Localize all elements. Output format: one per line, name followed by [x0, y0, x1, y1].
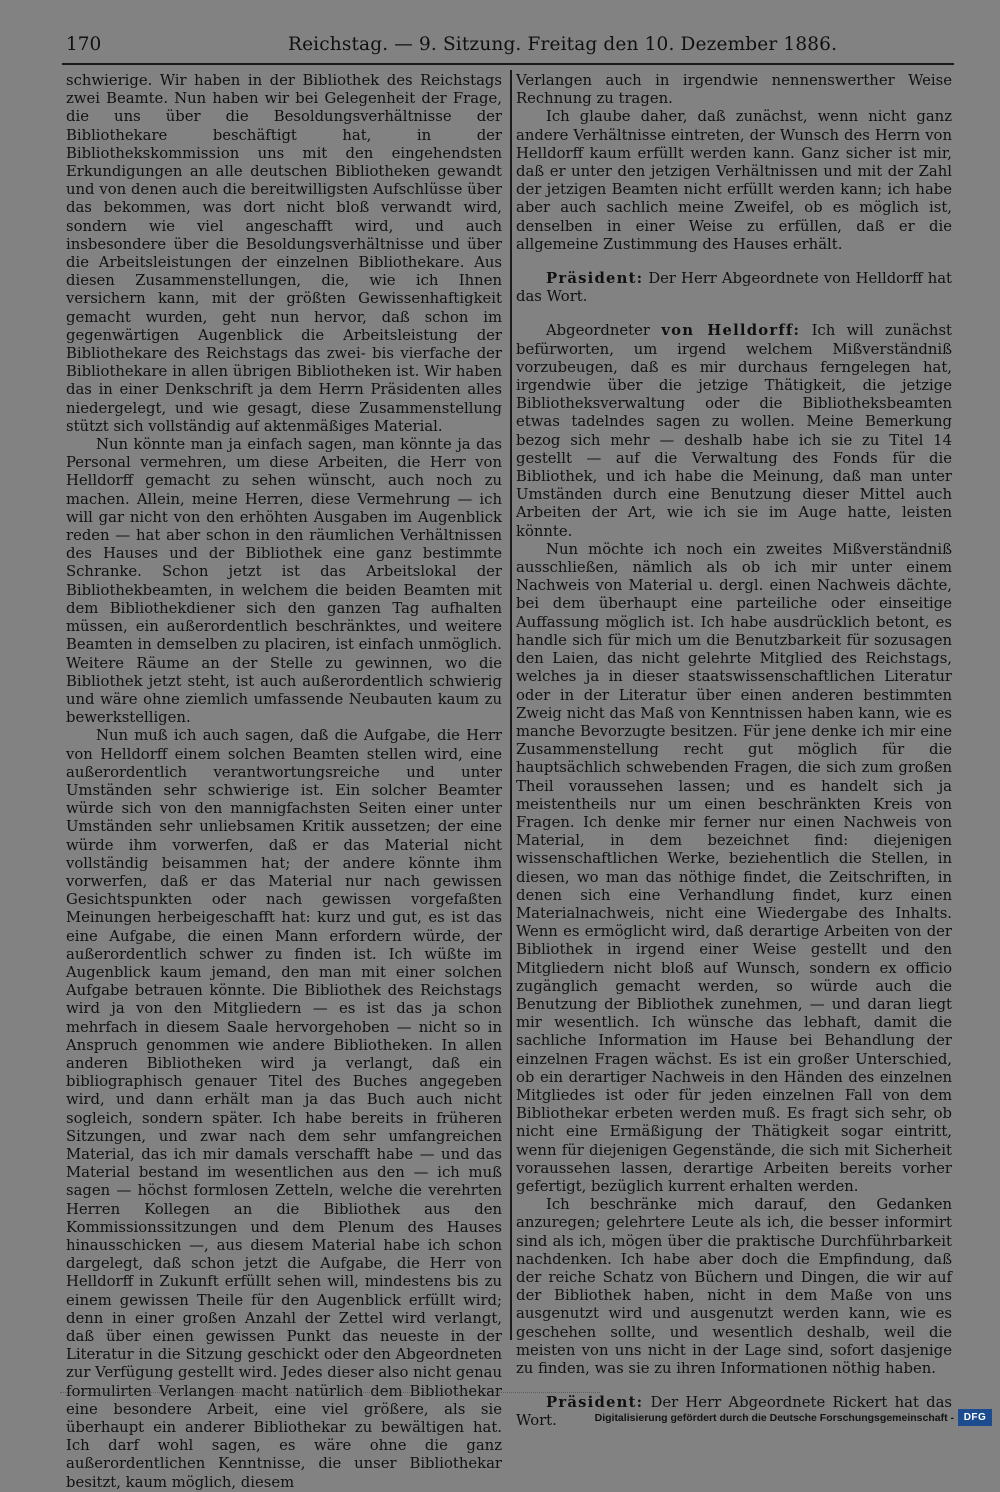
funding-notice: Digitalisierung gefördert durch die Deutsche Forschungsgemeinschaft -	[594, 1412, 954, 1424]
paragraph: Nun könnte man ja einfach sagen, man könnte ja das Personal vermehren, um diese Arbeiten, die Herr von Helldorff gemacht zu sehen wünscht, auch noch zu machen. Allein, meine Herren, diese Vermehrung — ich will gar nicht von den erhöhten Ausgaben im Augenblick reden — hat aber schon in den räumlichen Verhältnissen des Hauses und der Bibliothek eine ganz bestimmte Schranke. Schon jetzt ist das Arbeitslokal der Bibliothekbeamten, in welchem die beiden Beamten mit dem Bibliothekdiener sich den ganzen Tag aufhalten müssen, ein außerordentlich beschränktes, und weitere Beamten in demselben zu placiren, ist einfach unmöglich. Weitere Räume an der Stelle zu gewinnen, wo die Bibliothek jetzt steht, ist auch außerordentlich schwierig und wäre ohne ziemlich umfassende Neubauten kaum zu bewerkstelligen.	[66, 436, 502, 727]
header-rule	[62, 63, 954, 65]
speaker-paragraph	[516, 270, 952, 306]
paragraph: Ich glaube daher, daß zunächst, wenn nicht ganz andere Verhältnisse eintreten, der Wunsch des Herrn von Helldorff kaum erfüllt werden kann. Ganz sicher ist mir, daß er unter den jetzigen Verhältnissen und mit der Zahl der jetzigen Beamten nicht erfüllt werden kann; ich habe aber auch sachlich meine Zweifel, ob es möglich ist, denselben in einer Weise zu erfüllen, daß er die allgemeine Zustimmung des Hauses erhält.	[516, 108, 952, 253]
speech-text: Der Herr Abgeordnete Rickert hat das Wort.	[516, 1394, 952, 1430]
left-column	[66, 72, 502, 1492]
speech-text: Ich will zunächst befürworten, um irgend welchem Mißverständniß vorzubeugen, daß es mir durchaus ferngelegen hat, irgendwie über die jetzige Thätigkeit, die jetzige Bibliotheksverwaltung oder die Bibliotheksbeamten etwas tadelndes sagen zu wollen. Meine Bemerkung bezog sich mehr — deshalb habe ich sie zu Titel 14 gestellt — auf die Verwaltung des Fonds für die Bibliothek, und ich habe die Meinung, daß man unter Umständen durch eine Benutzung dieser Mittel auch Arbeiten der Art, wie ich sie im Auge hatte, leisten könnte.	[516, 322, 953, 540]
paragraph: Verlangen auch in irgendwie nennenswerther Weise Rechnung zu tragen.	[516, 72, 952, 108]
speaker-title: Abgeordneter	[546, 322, 662, 340]
paragraph: schwierige. Wir haben in der Bibliothek des Reichstags zwei Beamte. Nun haben wir bei Gelegenheit der Frage, die uns über die Besoldungsverhältnisse der Bibliothekare beschäftigt hat, in der Bibliothekskommission uns mit den eingehendsten Erkundigungen an alle deutschen Bibliotheken gewandt und von denen auch die bereitwilligsten Aufschlüsse über das bekommen, was dort nicht bloß verwandt wird, sondern wie viel angeschafft wird, und auch insbesondere über die Besoldungsverhältnisse und über die Arbeitsleistungen der einzelnen Bibliothekare. Aus diesen Zusammenstellungen, die, wie ich Ihnen versichern kann, mit der größten Gewissenhaftigkeit gemacht wurden, geht nun hervor, daß schon im gegenwärtigen Augenblick die Arbeitsleistung der Bibliothekare des Reichstags das zwei- bis vierfache der Bibliothekare in allen übrigen Bibliotheken ist. Wir haben das in einer Denkschrift ja dem Herrn Präsidenten alles niedergelegt, und wie gesagt, diese Zusammenstellung stützt sich vollständig auf aktenmäßiges Material.	[66, 72, 502, 435]
dfg-logo: DFG	[958, 1409, 992, 1426]
right-column	[516, 72, 952, 1431]
scan-artifact-line	[60, 1392, 600, 1394]
speaker-name: von Helldorff:	[661, 322, 801, 340]
paragraph: Nun muß ich auch sagen, daß die Aufgabe, die Herr von Helldorff einem solchen Beamten stellen wird, eine außerordentlich verantwortungsreiche und unter Umständen sehr schwierige ist. Ein solcher Beamter würde sich von den mannigfachsten Seiten einer unter Umständen sehr unliebsamen Kritik aussetzen; der eine würde ihm vorwerfen, daß er das Material nicht vollständig beisammen hat; der andere könnte ihm vorwerfen, daß er das Material nur nach gewissen Gesichtspunkten oder nach gewissen vorgefaßten Meinungen herbeigeschafft hat: kurz und gut, es ist das eine Aufgabe, die einen Mann erfordern würde, der außerordentlich schwer zu finden ist. Ich wüßte im Augenblick kaum jemand, den man mit einer solchen Aufgabe betrauen könnte. Die Bibliothek des Reichstags wird ja von den Mitgliedern — es ist das ja schon mehrfach in diesem Saale hervorgehoben — nicht so in Anspruch genommen wie andere Bibliotheken. In allen anderen Bibliotheken wird ja verlangt, daß ein bibliographisch genauer Titel des Buches angegeben wird, und dann erhält man ja das Buch auch nicht sogleich, sondern später. Ich habe bereits in früheren Sitzungen, und zwar nach dem sehr umfangreichen Material, das ich mir damals verschafft habe — und das Material bestand im wesentlichen aus den — ich muß sagen — höchst formlosen Zetteln, welche die verehrten Herren Kollegen an die Bibliothek aus den Kommissionssitzungen und dem Plenum des Hauses hinausschicken —, aus diesem Material habe ich schon dargelegt, daß schon jetzt die Aufgabe, die Herr von Helldorff in Zukunft erfüllt sehen will, mindestens bis zu einem gewissen Theile für den Augenblick erfüllt wird; denn in einer großen Anzahl der Zettel wird verlangt, daß über einen gewissen Punkt das neueste in der Literatur in die Sitzung geschickt oder den Abgeordneten zur Verfügung gestellt wird. Jedes dieser also nicht genau formulirten Verlangen macht natürlich dem Bibliothekar eine besondere Arbeit, eine viel größere, als sie überhaupt ein anderer Bibliothekar zu bewältigen hat. Ich darf wohl sagen, es wäre ohne die ganz außerordentlichen Kenntnisse, die unser Bibliothekar besitzt, kaum möglich, diesem	[66, 727, 502, 1491]
paragraph: Nun möchte ich noch ein zweites Mißverständniß ausschließen, nämlich als ob ich mir unter einem Nachweis von Material u. dergl. einen Nachweis dächte, bei dem überhaupt eine parteiliche oder einseitige Auffassung möglich ist. Ich habe ausdrücklich betont, es handle sich für mich um die Benutzbarkeit für sozusagen den Laien, das nicht gelehrte Mitglied des Reichstags, welches ja in dieser staatswissenschaftlichen Literatur oder in der Literatur über einen anderen bestimmten Zweig nicht das Maß von Kenntnissen haben kann, wie es manche Bevorzugte besitzen. Für jene denke ich mir eine Zusammenstellung recht gut möglich für die hauptsächlich schwebenden Fragen, die sich zum großen Theil voraussehen lassen; und es handelt sich ja meistentheils nur um einen beschränkten Kreis von Fragen. Ich denke mir ferner nur einen Nachweis von Material, in dem bezeichnet find: diejenigen wissenschaftlichen Werke, beziehentlich die Stellen, in diesen, wo man das nöthige findet, die Zeitschriften, in denen sich eine Verhandlung findet, kurz einen Materialnachweis, nicht eine Wiedergabe des Inhalts. Wenn es ermöglicht wird, daß derartige Arbeiten von der Bibliothek in irgend einer Weise gestellt und den Mitgliedern nicht bloß auf Wunsch, sondern ex officio zugänglich gemacht werden, so würde auch die Benutzung der Bibliothek zunehmen, — und daran liegt mir wesentlich. Ich wünsche das lebhaft, damit die sachliche Information im Hause bei Behandlung der einzelnen Fragen wächst. Es ist ein großer Unterschied, ob ein derartiger Nachweis in den Händen des einzelnen Mitgliedes ist oder für jeden einzelnen Fall von dem Bibliothekar erbeten werden muß. Es fragt sich sehr, ob nicht eine Ermäßigung der Thätigkeit sogar eintritt, wenn für diejenigen Gegenstände, die sich mit Sicherheit voraussehen lassen, derartige Arbeiten bereits vorher gefertigt, bezüglich kurrent erhalten werden.	[516, 540, 952, 1195]
page-number: 170	[66, 34, 102, 55]
paragraph: Ich beschränke mich darauf, den Gedanken anzuregen; gelehrtere Leute als ich, die besser informirt sind als ich, mögen über die praktische Durchführbarkeit nachdenken. Ich habe aber doch die Empfindung, daß der reiche Schatz von Büchern und Dingen, die wir auf der Bibliothek haben, nicht in dem Maße von uns ausgenutzt wird und ausgenutzt werden kann, wie es geschehen sollte, und wesentlich deshalb, weil die meisten von uns nicht in der Lage sind, sofort dasjenige zu finden, was sie zu ihren Informationen nöthig haben.	[516, 1196, 952, 1378]
running-head	[66, 32, 952, 58]
speaker-name: Präsident:	[546, 270, 644, 288]
speech-text: Der Herr Abgeordnete von Helldorff hat das Wort.	[516, 270, 952, 306]
header-title: Reichstag. — 9. Sitzung. Freitag den 10. Dezember 1886.	[288, 34, 838, 55]
column-divider	[510, 70, 512, 1340]
digitization-footer	[0, 1404, 1000, 1432]
speaker-name: Präsident:	[546, 1394, 644, 1412]
speaker-paragraph	[516, 322, 952, 540]
